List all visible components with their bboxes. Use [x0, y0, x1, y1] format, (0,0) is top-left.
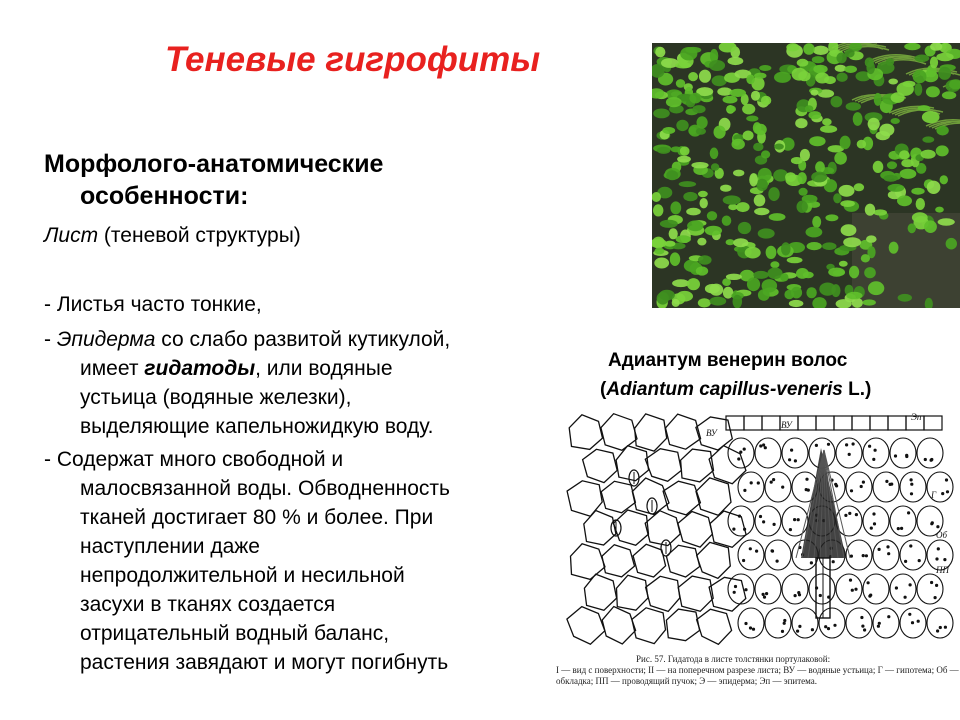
bullet-line [44, 383, 564, 412]
bullet-text: имеет [80, 357, 145, 380]
slide-title: Теневые гигрофиты [165, 40, 541, 79]
bullet-line [44, 354, 564, 383]
bullet-line [44, 648, 564, 677]
bullet-text: непродолжительной и несильной [80, 564, 405, 587]
heading-line-1: Морфолого-анатомические [44, 150, 384, 178]
figure-label: Эп [911, 412, 922, 422]
bullet-line [44, 532, 564, 561]
bullet-text: , или водяные [255, 357, 393, 380]
hydathode-illustration [556, 408, 960, 688]
bullet-line [44, 325, 564, 354]
bullet-text: наступлении даже [80, 535, 260, 558]
section-heading [44, 148, 604, 212]
bullet-text: Эпидерма [56, 328, 156, 351]
feature-list [44, 290, 564, 681]
bullet-line [44, 412, 564, 441]
bullet-item [44, 325, 564, 441]
bullet-line [44, 619, 564, 648]
bullet-line [44, 503, 564, 532]
hydathode-drawing [556, 408, 960, 688]
bullet-text: - Листья часто тонкие, [44, 293, 262, 316]
bullet-text: - Содержат много свободной и [44, 448, 344, 471]
fern-photo [652, 43, 960, 308]
figure-caption-body: I — вид с поверхности; II — на поперечном разрезе листа; ВУ — водяные устьица; Г — гипотема; Об — обкладка; ПП — проводящий пучок; Э — эпидерма; Эп — эпитема. [556, 665, 959, 686]
figure-caption [556, 654, 960, 687]
figure-label: Об [936, 530, 948, 540]
bullet-text: растения завядают и могут погибнуть [80, 651, 449, 674]
bullet-line [44, 590, 564, 619]
plant-common-name: Адиантум венерин волос [608, 350, 848, 371]
figure-label: ПП [936, 565, 949, 575]
bullet-text: со слабо развитой кутикулой, [155, 328, 451, 351]
heading-line-2: особенности: [80, 182, 249, 210]
bullet-text: малосвязанной воды. Обводненность [80, 477, 450, 500]
subheading-rest: (теневой структуры) [98, 224, 301, 247]
subheading-italic: Лист [44, 224, 99, 247]
bullet-text: тканей достигает 80 % и более. При [80, 506, 434, 529]
bullet-line [44, 445, 564, 474]
figure-label: Г [931, 490, 937, 500]
bullet-text: выделяющие капельножидкую воду. [80, 415, 434, 438]
bullet-item [44, 290, 564, 319]
bullet-line [44, 561, 564, 590]
plant-latin-name: (Adiantum capillus-veneris L.) [600, 379, 872, 400]
bullet-text: устьица (водяные железки), [80, 386, 352, 409]
bullet-text: гидатоды [144, 357, 256, 380]
leaf-structure-subheading [44, 223, 301, 249]
bullet-text: - [44, 328, 57, 351]
figure-label: ВУ [706, 428, 717, 438]
bullet-line [44, 290, 564, 319]
fern-photo-image [652, 43, 960, 308]
bullet-line [44, 474, 564, 503]
bullet-text: отрицательный водный баланс, [80, 622, 390, 645]
figure-label: ВУ [781, 420, 792, 430]
figure-caption-title: Рис. 57. Гидатода в листе толстянки портулаковой: [636, 654, 831, 664]
bullet-item [44, 445, 564, 677]
bullet-text: засухи в тканях создается [80, 593, 336, 616]
plant-caption [600, 346, 960, 404]
